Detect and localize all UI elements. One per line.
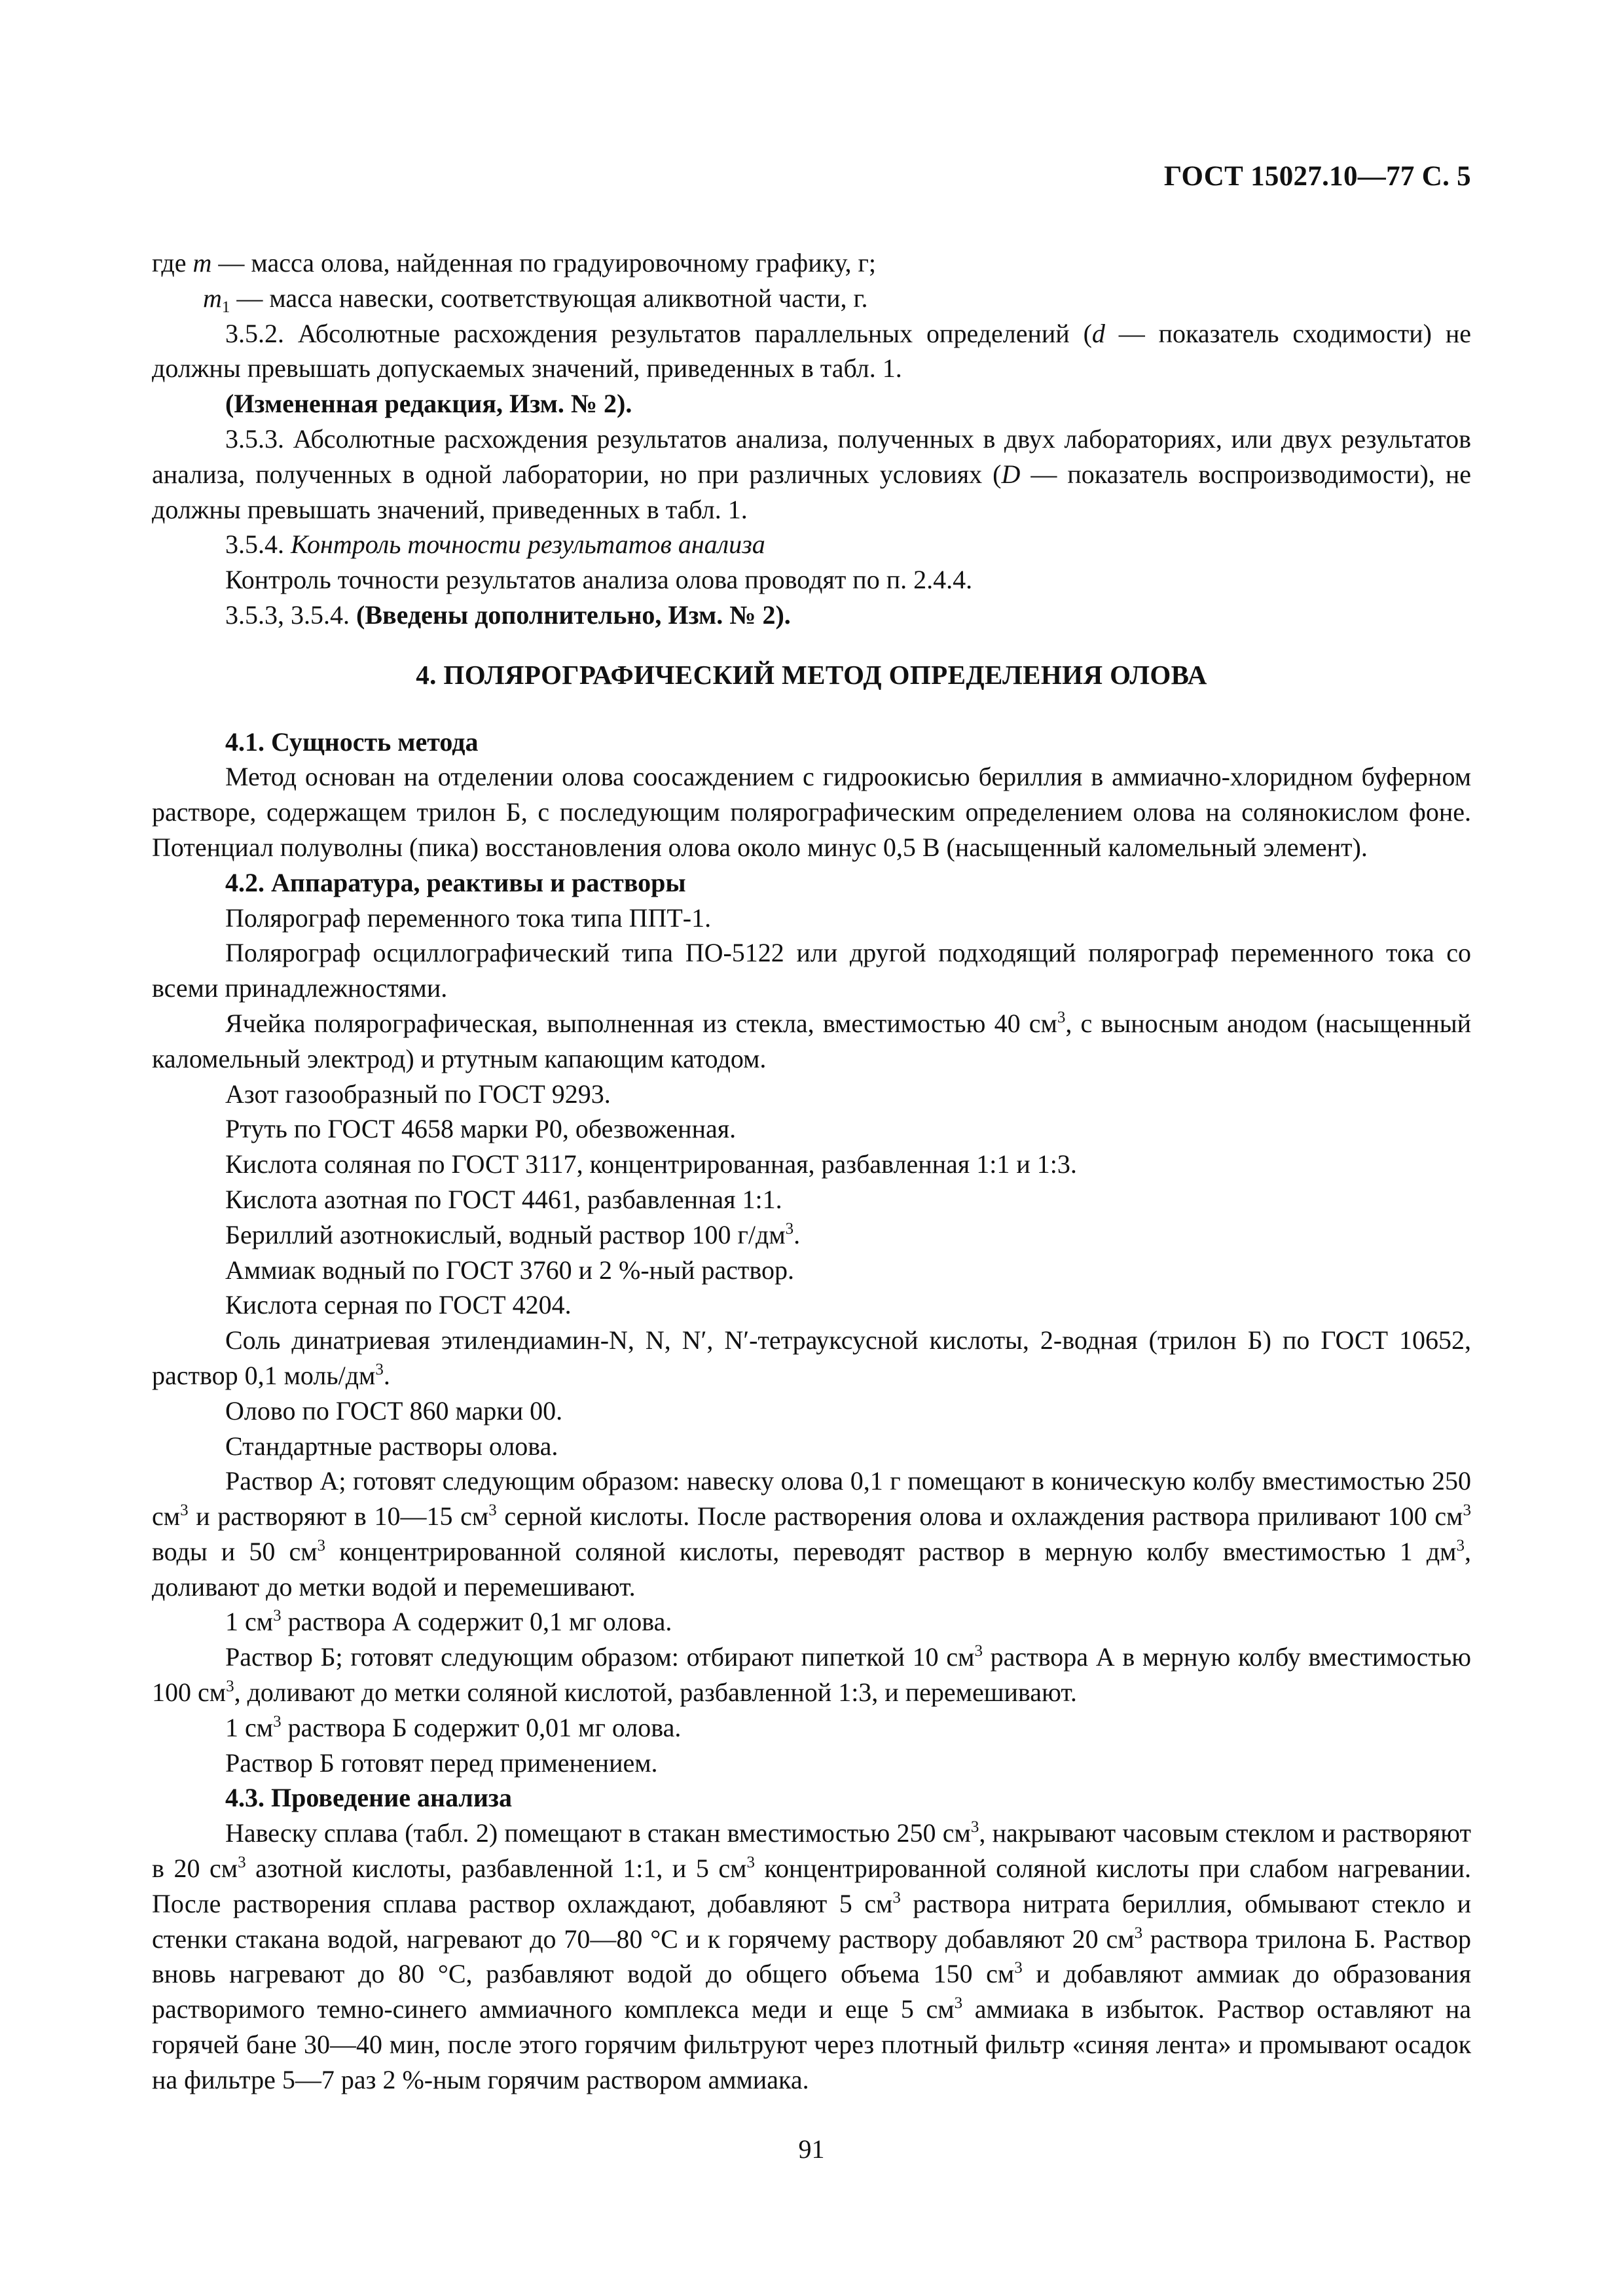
clause-3-5-3: 3.5.3. Абсолютные расхождения результатов анализа, полученных в двух лабораториях, или двух результатов анализа, полученных в одной лаборатории, но при различных условиях (D — показатель воспроизводимости), не должны превышать значений, приведенных в табл. 1. — [152, 423, 1471, 524]
paragraph-4-3: Навеску сплава (табл. 2) помещают в стакан вместимостью 250 $см^3$, накрывают часовым стеклом и растворяют в 20 $см^3$ азотной кислоты, разбавленной 1:1, и 5 $см^3$ концентрированной соляной кислоты при слабом нагревании. После растворения сплава раствор охлаждают, добавляют 5 $см^3$ раствора нитрата бериллия, обмывают стекло и стенки стакана водой, нагревают до 70—80 °С и к горячему раствору добавляют 20 $см^3$ раствора трилона Б. Раствор вновь нагревают до 80 °С, разбавляют водой до общего объема 150 $см^3$ и добавляют аммиак до образования растворимого темно-синего аммиачного комплекса меди и еще 5 $см^3$ аммиака в избыток. Раствор оставляют на горячей бане 30—40 мин, после этого горячим фильтруют через плотный фильтр «синяя лента» и промывают осадок на фильтре 5—7 раз 2 %-ным горячим раствором аммиака. — [152, 1818, 1472, 2094]
clause-3-5-4: 3.5.4. Контроль точности результатов анализа — [225, 529, 765, 560]
item-ammonia: Аммиак водный по ГОСТ 3760 и 2 %-ный раствор. — [225, 1255, 794, 1285]
amendment-note-2: 3.5.3, 3.5.4. (Введены дополнительно, Изм. № 2). — [225, 600, 791, 630]
solution-a-content: 1 $см^3$ раствора А содержит 0,1 мг олова. — [225, 1607, 672, 1637]
solution-b-content: 1 $см^3$ раствора Б содержит 0,01 мг олова. — [225, 1712, 682, 1742]
definition-m: где m — масса олова, найденная по градуировочному графику, г; — [152, 248, 876, 278]
item-sulfuric-acid: Кислота серная по ГОСТ 4204. — [225, 1290, 572, 1320]
item-trilon-b: Соль динатриевая этилендиамин-N, N, N′, N′-тетрауксусной кислоты, 2-водная (трилон Б) по ГОСТ 10652, раствор 0,1 моль/$дм^3$. — [152, 1325, 1471, 1390]
item-mercury: Ртуть по ГОСТ 4658 марки Р0, обезвоженная. — [225, 1114, 737, 1144]
item-nitrogen: Азот газообразный по ГОСТ 9293. — [225, 1079, 611, 1109]
page-number: 91 — [798, 2134, 825, 2164]
paragraph-4-1: Метод основан на отделении олова соосаждением с гидроокисью бериллия в аммиачно-хлоридном буферном растворе, содержащем трилон Б, с последующим полярографическим определением олова на солянокислом фоне. Потенциал полуволны (пика) восстановления олова около минус 0,5 В (насыщенный каломельный элемент). — [152, 762, 1471, 862]
item-cell: Ячейка полярографическая, выполненная из стекла, вместимостью 40 $см^3$, с выносным анодом (насыщенный каломельный электрод) и ртутным капающим катодом. — [152, 1008, 1471, 1073]
solution-b-note: Раствор Б готовят перед применением. — [225, 1748, 658, 1778]
heading-4-2: 4.2. Аппаратура, реактивы и растворы — [225, 867, 686, 897]
item-hydrochloric-acid: Кислота соляная по ГОСТ 3117, концентрированная, разбавленная 1:1 и 1:3. — [225, 1149, 1077, 1179]
page-header: ГОСТ 15027.10—77 С. 5 — [1163, 161, 1471, 192]
heading-4-3: 4.3. Проведение анализа — [225, 1783, 512, 1813]
item-polarograph-po: Полярограф осциллографический типа ПО-5122 или другой подходящий полярограф переменного тока со всеми принадлежностями. — [152, 938, 1471, 1003]
definition-m1: $m_1$ — масса навески, соответствующая аликвотной части, г. — [203, 283, 868, 316]
item-beryllium-nitrate: Бериллий азотнокислый, водный раствор 100 $г/дм^3$. — [225, 1219, 801, 1249]
solution-b-preparation: Раствор Б; готовят следующим образом: отбирают пипеткой 10 $см^3$ раствора А в мерную колбу вместимостью 100 $см^3$, доливают до метки соляной кислотой, разбавленной 1:3, и перемешивают. — [152, 1642, 1471, 1708]
item-tin: Олово по ГОСТ 860 марки 00. — [225, 1395, 563, 1426]
item-polarograph-ppt: Полярограф переменного тока типа ППТ-1. — [225, 903, 712, 933]
clause-3-5-2: 3.5.2. Абсолютные расхождения результатов параллельных определений (d — показатель сходимости) не должны превышать допускаемых значений, приведенных в табл. 1. — [152, 318, 1471, 384]
item-standard-solutions: Стандартные растворы олова. — [225, 1431, 558, 1461]
clause-3-5-4-text: Контроль точности результатов анализа олова проводят по п. 2.4.4. — [225, 565, 973, 595]
item-nitric-acid: Кислота азотная по ГОСТ 4461, разбавленная 1:1. — [225, 1184, 782, 1214]
solution-a-preparation: Раствор А; готовят следующим образом: навеску олова 0,1 г помещают в коническую колбу вместимостью 250 $см^3$ и растворяют в 10—15 $см^3$ серной кислоты. После растворения олова и охлаждения раствора приливают 100 $см^3$ воды и 50 $см^3$ концентрированной соляной кислоты, переводят раствор в мерную колбу вместимостью 1 $дм^3$, доливают до метки водой и перемешивают. — [152, 1466, 1471, 1602]
document-body — [152, 245, 1471, 2098]
heading-4-1: 4.1. Сущность метода — [225, 726, 479, 757]
amendment-note-1: (Измененная редакция, Изм. № 2). — [225, 389, 632, 419]
section-4-title: 4. ПОЛЯРОГРАФИЧЕСКИЙ МЕТОД ОПРЕДЕЛЕНИЯ ОЛОВА — [416, 659, 1207, 690]
